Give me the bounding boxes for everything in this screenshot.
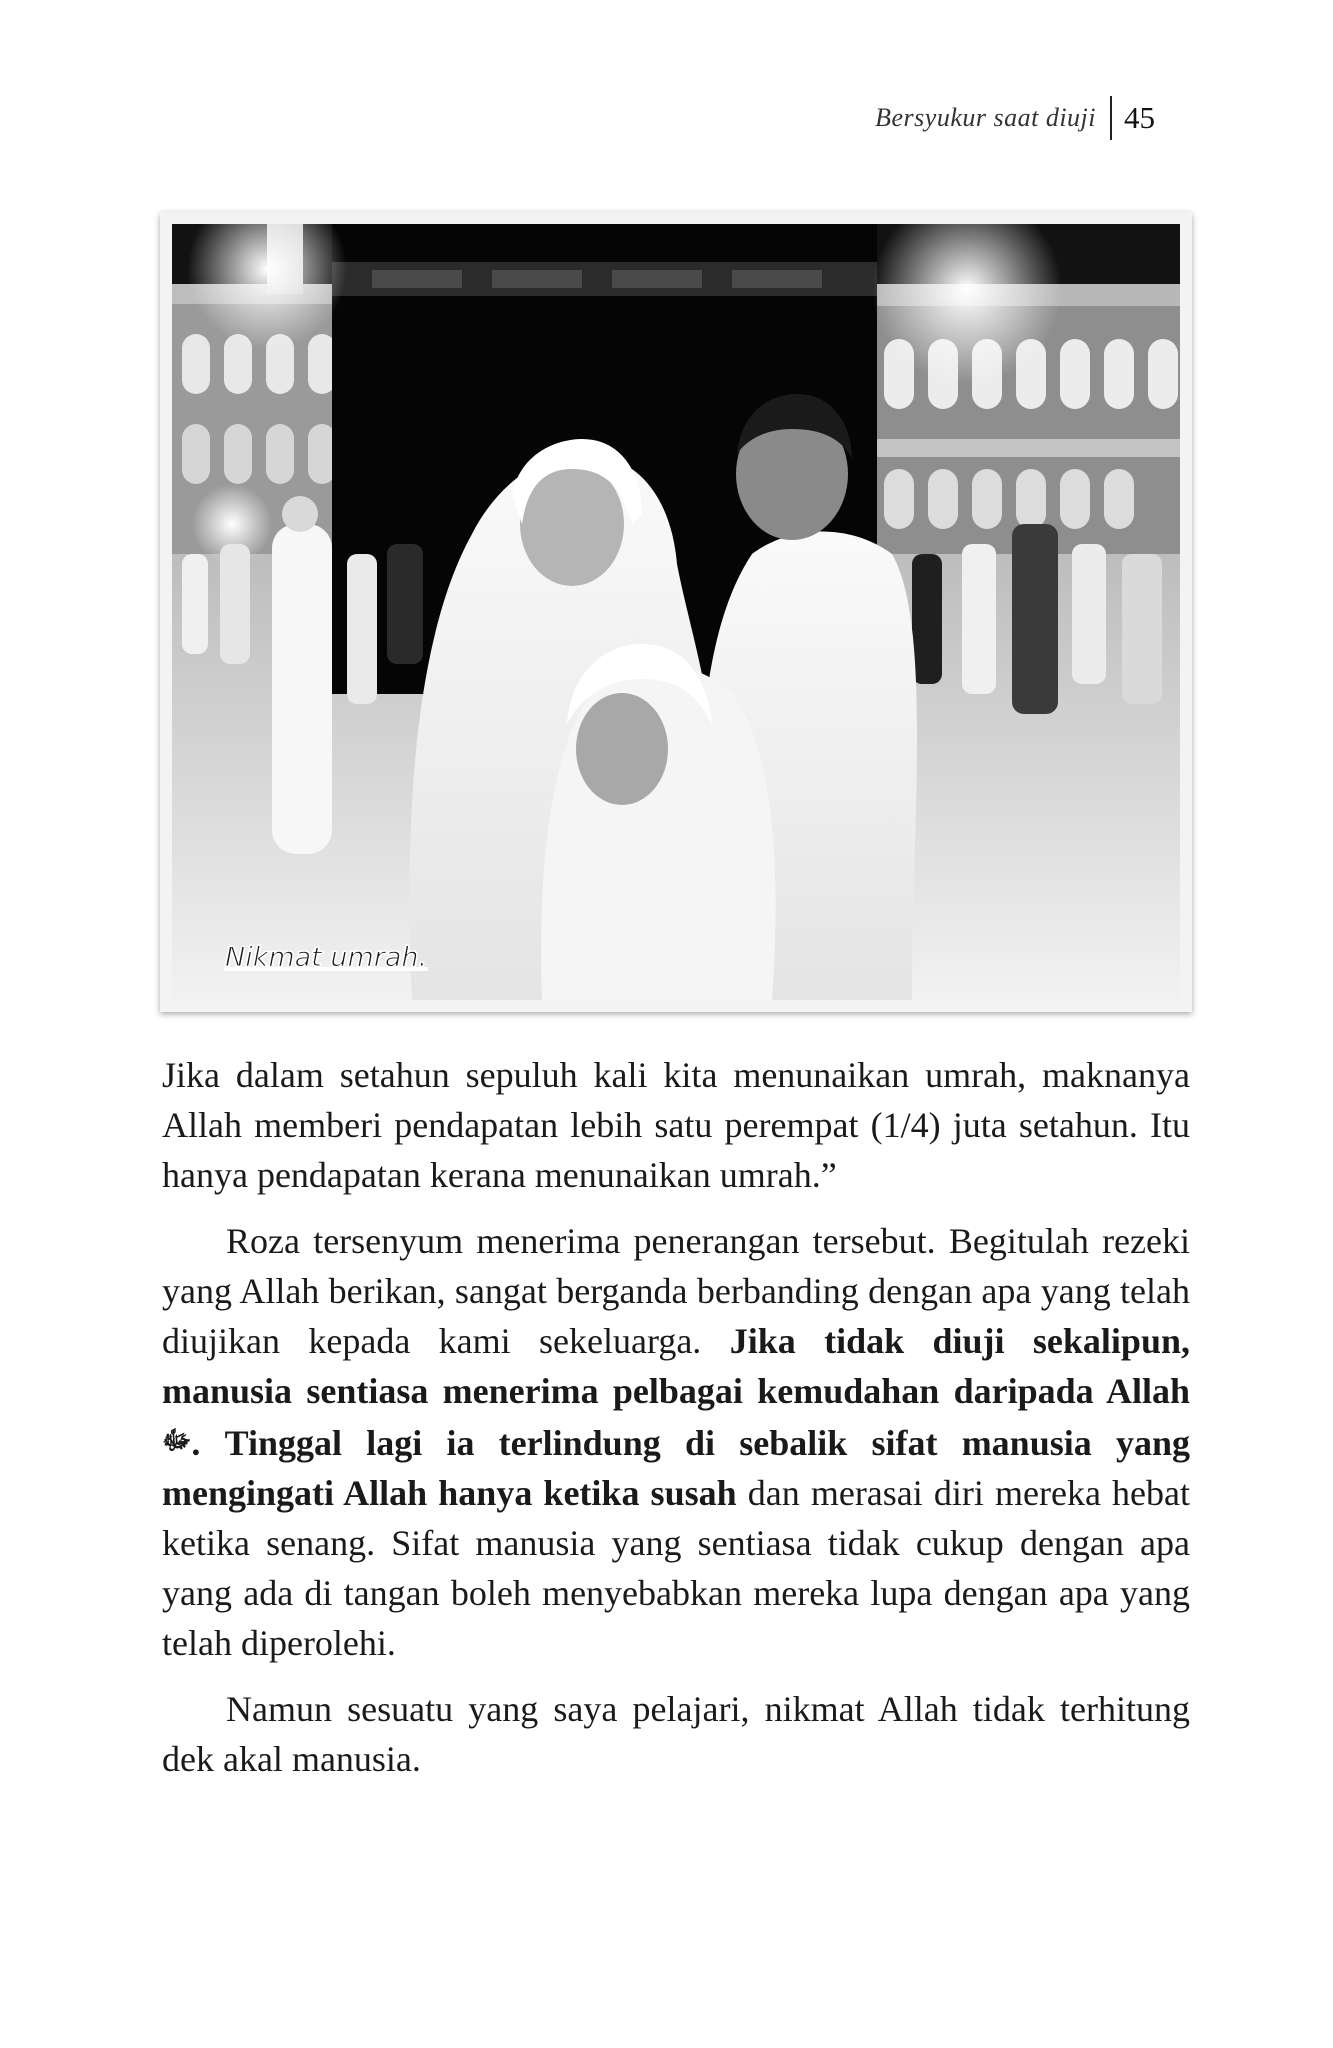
running-title: Bersyukur saat diuji <box>875 103 1096 132</box>
honorific-glyph: ﷻ <box>162 1426 192 1455</box>
paragraph-1: Jika dalam setahun sepuluh kali kita menunaikan umrah, maknanya Allah memberi pendapatan lebih satu perempat (1/4) juta setahun. Itu hanya pendapatan kerana menunaikan umrah.” <box>162 1055 1190 1195</box>
header-divider <box>1110 96 1112 140</box>
running-header <box>875 96 1155 140</box>
paragraph-2-bold-a: Jika tidak diuji sekalipun, manusia sentiasa menerima pelbagai kemudahan daripada Allah <box>162 1321 1190 1411</box>
paragraph-2-text-a: Roza tersenyum menerima penerangan tersebut. Begitulah rezeki yang Allah berikan, sangat berganda berbanding dengan apa yang telah diujikan kepada kami sekeluarga. <box>162 1221 1190 1361</box>
paragraph-2-bold-b: . Tinggal lagi ia terlindung di sebalik sifat manusia yang mengingati Allah hanya ketika susah <box>162 1423 1190 1513</box>
body-text <box>162 1050 1190 1800</box>
photo-caption <box>225 942 427 973</box>
paragraph-3: Namun sesuatu yang saya pelajari, nikmat Allah tidak terhitung dek akal manusia. <box>162 1689 1190 1779</box>
photo-caption-text: Nikmat umrah. <box>225 942 428 973</box>
paragraph-2 <box>162 1216 1190 1668</box>
photo-frame <box>160 212 1192 1012</box>
page-number: 45 <box>1124 100 1155 135</box>
umrah-photo <box>172 224 1180 1000</box>
paragraph-2-text-b: dan merasai diri mereka hebat ketika senang. Sifat manusia yang sentiasa tidak cukup dengan apa yang ada di tangan boleh menyebabkan mereka lupa dengan apa yang telah diperolehi. <box>162 1473 1190 1663</box>
